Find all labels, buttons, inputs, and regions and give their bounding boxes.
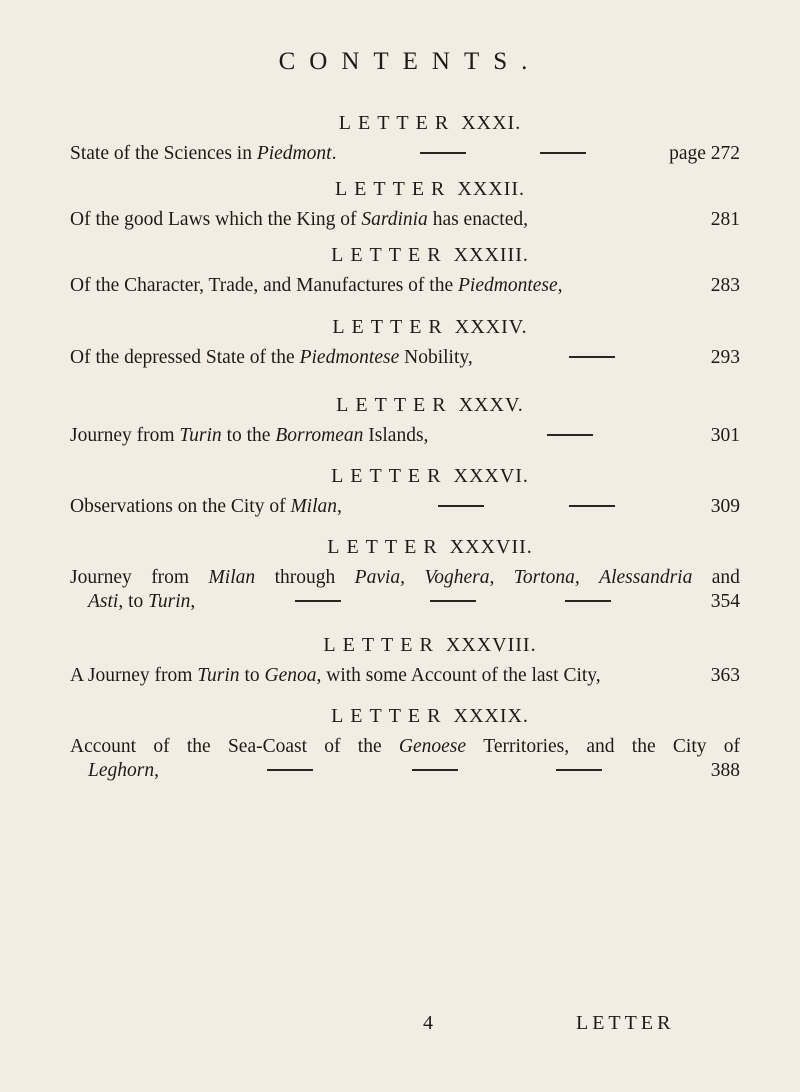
entry-text-line: Leghorn, 388 <box>88 760 740 781</box>
letter-heading: LETTER XXXVI. <box>331 465 529 487</box>
entry-text-line: Asti, to Turin, 354 <box>88 591 740 612</box>
toc-entry <box>70 112 740 165</box>
toc-entry <box>70 244 740 297</box>
entry-text-line: A Journey from Turin to Genoa, with some Account of the last City, 363 <box>70 665 740 686</box>
signature-mark: 4 <box>423 1012 433 1034</box>
toc-entry <box>70 178 740 231</box>
dash-leader <box>195 605 710 607</box>
page-number: 283 <box>710 275 740 296</box>
dash-leader <box>159 774 711 776</box>
page-number: 388 <box>710 760 740 781</box>
toc-entry <box>70 316 740 369</box>
page-title: CONTENTS. <box>278 48 542 75</box>
toc-entry <box>70 465 740 518</box>
page-number: 363 <box>710 665 740 686</box>
catchword: LETTER <box>576 1012 675 1034</box>
toc-entry <box>70 634 740 687</box>
entry-text-line: State of the Sciences in Piedmont. page 272 <box>70 143 740 164</box>
entry-text-line: Account of the Sea-Coast of the Genoese Territories, and the City of <box>70 736 740 757</box>
entry-text-line: Journey from Turin to the Borromean Islands, 301 <box>70 425 740 446</box>
page-number: 293 <box>710 347 740 368</box>
entry-text-line: Of the Character, Trade, and Manufactures of the Piedmontese, 283 <box>70 275 740 296</box>
dash-leader <box>428 439 710 441</box>
letter-heading: LETTER XXXV. <box>336 394 524 416</box>
toc-entry <box>70 536 740 613</box>
toc-entry <box>70 394 740 447</box>
entry-text-line: Of the depressed State of the Piedmontese Nobility, 293 <box>70 347 740 368</box>
page-number: 301 <box>710 425 740 446</box>
dash-leader <box>336 157 669 159</box>
letter-heading: LETTER XXXVIII. <box>323 634 537 656</box>
entry-text-line: Of the good Laws which the King of Sardinia has enacted, 281 <box>70 209 740 230</box>
letter-heading: LETTER XXXIV. <box>332 316 528 338</box>
letter-heading: LETTER XXXIII. <box>331 244 529 266</box>
page-number: 281 <box>710 209 740 230</box>
letter-heading: LETTER XXXII. <box>334 178 526 200</box>
page-number: page 272 <box>669 143 740 164</box>
dash-leader <box>342 510 711 512</box>
entry-text-line: Observations on the City of Milan, 309 <box>70 496 740 517</box>
letter-heading: LETTER XXXIX. <box>331 705 529 727</box>
letter-heading: LETTER XXXI. <box>338 112 522 134</box>
page-number: 309 <box>710 496 740 517</box>
letter-heading: LETTER XXXVII. <box>327 536 533 558</box>
entry-text-line: Journey from Milan through Pavia, Voghera, Tortona, Alessandria and <box>70 567 740 588</box>
toc-entry <box>70 705 740 782</box>
dash-leader <box>473 361 711 363</box>
page-number: 354 <box>710 591 740 612</box>
